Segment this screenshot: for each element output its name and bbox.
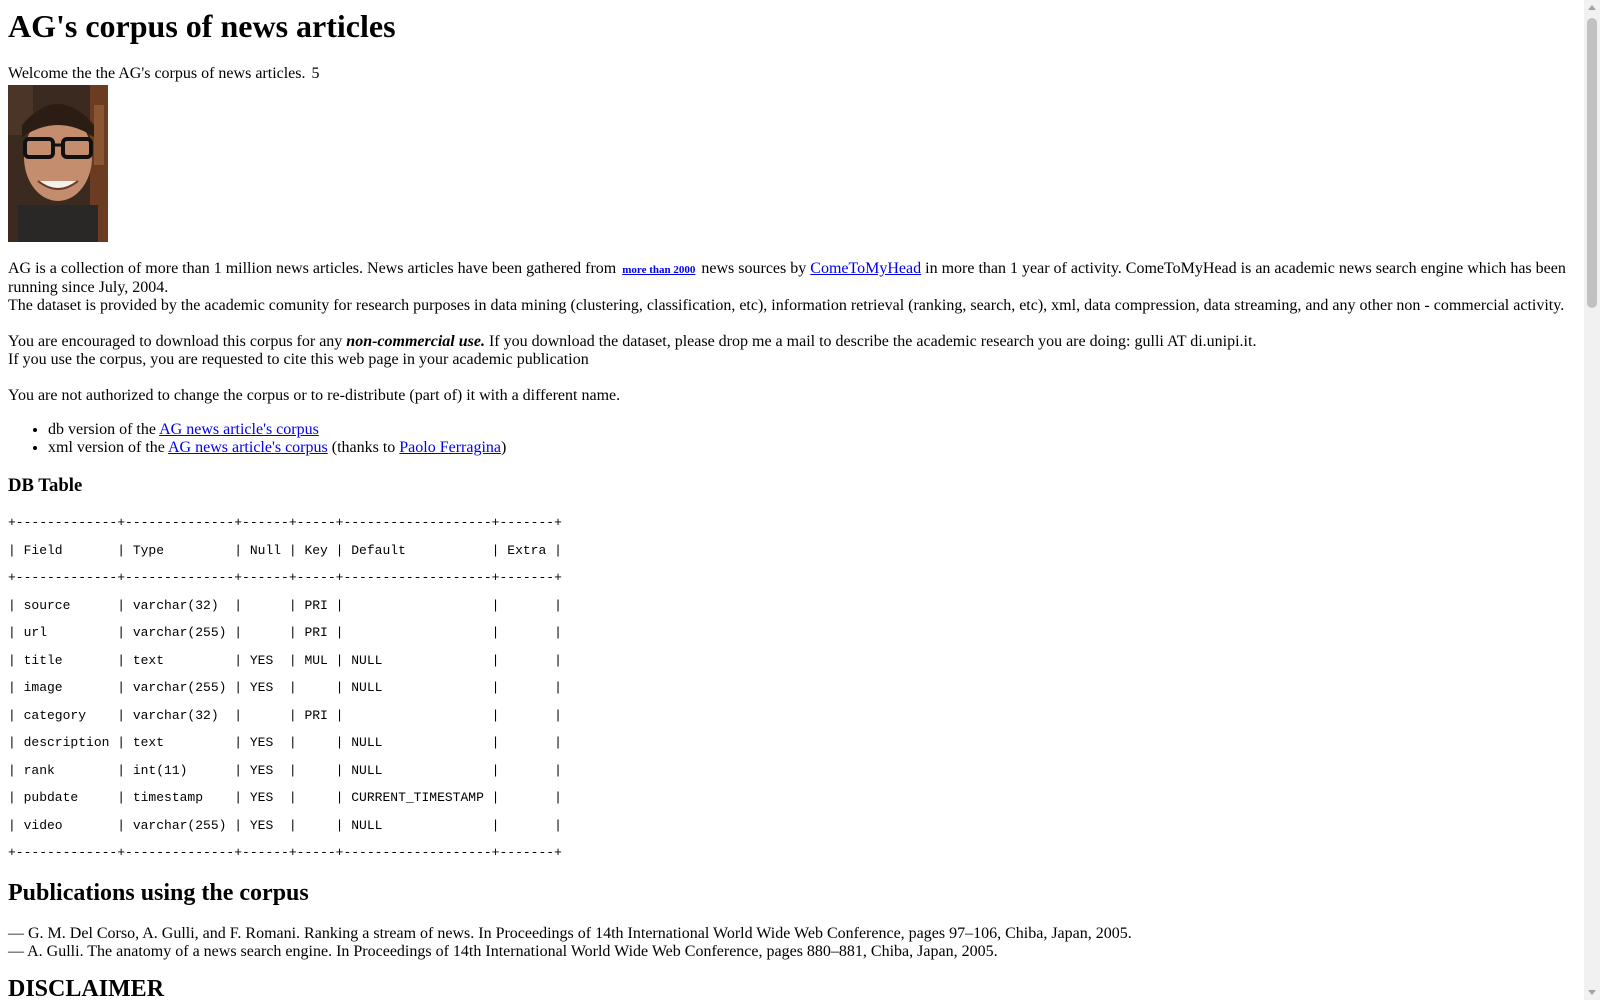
db-table-line: | pubdate | timestamp | YES | | CURRENT_TIMESTAMP | |: [8, 790, 562, 805]
db-table-line: | title | text | YES | MUL | NULL | |: [8, 652, 562, 668]
thanks-text: (thanks to: [331, 439, 396, 456]
download-text: xml version of the: [48, 439, 165, 456]
db-table-line: | rank | int(11) | YES | | NULL | |: [8, 762, 562, 778]
publication-item: — G. M. Del Corso, A. Gulli, and F. Romani. Ranking a stream of news. In Proceedings of 14th International World Wide Web Conference, pages 97–106, Chiba, Japan, 2005.: [8, 924, 1132, 942]
scrollbar-thumb[interactable]: [1587, 18, 1597, 308]
intro-paragraph: [8, 260, 1568, 297]
download-list: [8, 421, 1568, 457]
welcome-line: [8, 65, 1568, 83]
db-table-heading: DB Table: [8, 475, 83, 496]
usage-text: You are encouraged to download this corpus for any: [8, 333, 343, 350]
db-table-line: | image | varchar(255) | YES | | NULL | |: [8, 680, 562, 695]
intro-text-after: in more than 1 year of activity. ComeToMyHead is an academic news search engine which has been running since July, 2004.: [8, 260, 1566, 296]
db-table-line: | description | text | YES | | NULL | |: [8, 735, 562, 750]
db-table-line: +-------------+--------------+------+-----+-------------------+-------+: [8, 515, 562, 530]
db-table: [8, 509, 1568, 867]
publication-item: — A. Gulli. The anatomy of a news search engine. In Proceedings of 14th International World Wide Web Conference, pages 880–881, Chiba, Japan, 2005.: [8, 942, 998, 960]
usage-text-after: If you download the dataset, please drop me a mail to describe the academic research you are doing: gulli AT di.unipi.it.: [488, 333, 1257, 350]
license-paragraph: You are not authorized to change the corpus or to re-distribute (part of) it with a different name.: [8, 387, 621, 404]
page-content: [8, 0, 1568, 1003]
thanks-close: ): [501, 439, 507, 456]
publications-heading: Publications using the corpus: [8, 879, 309, 906]
visit-count: 5: [311, 65, 320, 82]
author-photo: [8, 85, 108, 242]
arrow-up-icon[interactable]: [1588, 5, 1596, 10]
cometomyhead-link[interactable]: ComeToMyHead: [810, 260, 922, 277]
welcome-text: Welcome the the AG's corpus of news articles.: [8, 65, 306, 82]
db-table-line: | video | varchar(255) | YES | | NULL | |: [8, 817, 562, 833]
publications-list: [8, 925, 1568, 961]
page-title: AG's corpus of news articles: [8, 8, 396, 44]
db-table-line: | Field | Type | Null | Key | Default | Extra |: [8, 542, 562, 558]
author-photo-illustration: [8, 85, 108, 242]
db-table-line: | url | varchar(255) | | PRI | | |: [8, 625, 562, 640]
db-table-line: +-------------+--------------+------+-----+-------------------+-------+: [8, 845, 562, 860]
xml-version-link[interactable]: AG news article's corpus: [168, 439, 328, 456]
list-item: [48, 421, 1568, 439]
list-item: [48, 439, 1568, 457]
paolo-ferragina-link[interactable]: Paolo Ferragina: [399, 439, 502, 456]
db-version-link[interactable]: AG news article's corpus: [159, 421, 319, 438]
arrow-down-icon[interactable]: [1588, 990, 1596, 995]
sources-link[interactable]: more than 2000: [622, 264, 696, 276]
vertical-scrollbar[interactable]: [1584, 0, 1600, 1000]
usage-paragraph: [8, 333, 1568, 351]
db-table-line: | source | varchar(32) | | PRI | | |: [8, 597, 562, 613]
intro-text-middle: news sources by: [701, 260, 807, 277]
disclaimer-heading: DISCLAIMER: [8, 975, 165, 1002]
dataset-paragraph: The dataset is provided by the academic comunity for research purposes in data mining (clustering, classification, etc), information retrieval (ranking, search, etc), xml, data compression, data streaming, and any other non - commercial activity.: [8, 297, 1565, 314]
download-text: db version of the: [48, 421, 156, 438]
intro-text: AG is a collection of more than 1 million news articles. News articles have been gathered from: [8, 260, 617, 277]
intro-section: [8, 260, 1568, 405]
db-table-line: +-------------+--------------+------+-----+-------------------+-------+: [8, 570, 562, 585]
db-table-line: | category | varchar(32) | | PRI | | |: [8, 707, 562, 723]
cite-paragraph: If you use the corpus, you are requested to cite this web page in your academic publication: [8, 351, 589, 368]
non-commercial-emphasis: non-commercial use.: [346, 333, 485, 350]
